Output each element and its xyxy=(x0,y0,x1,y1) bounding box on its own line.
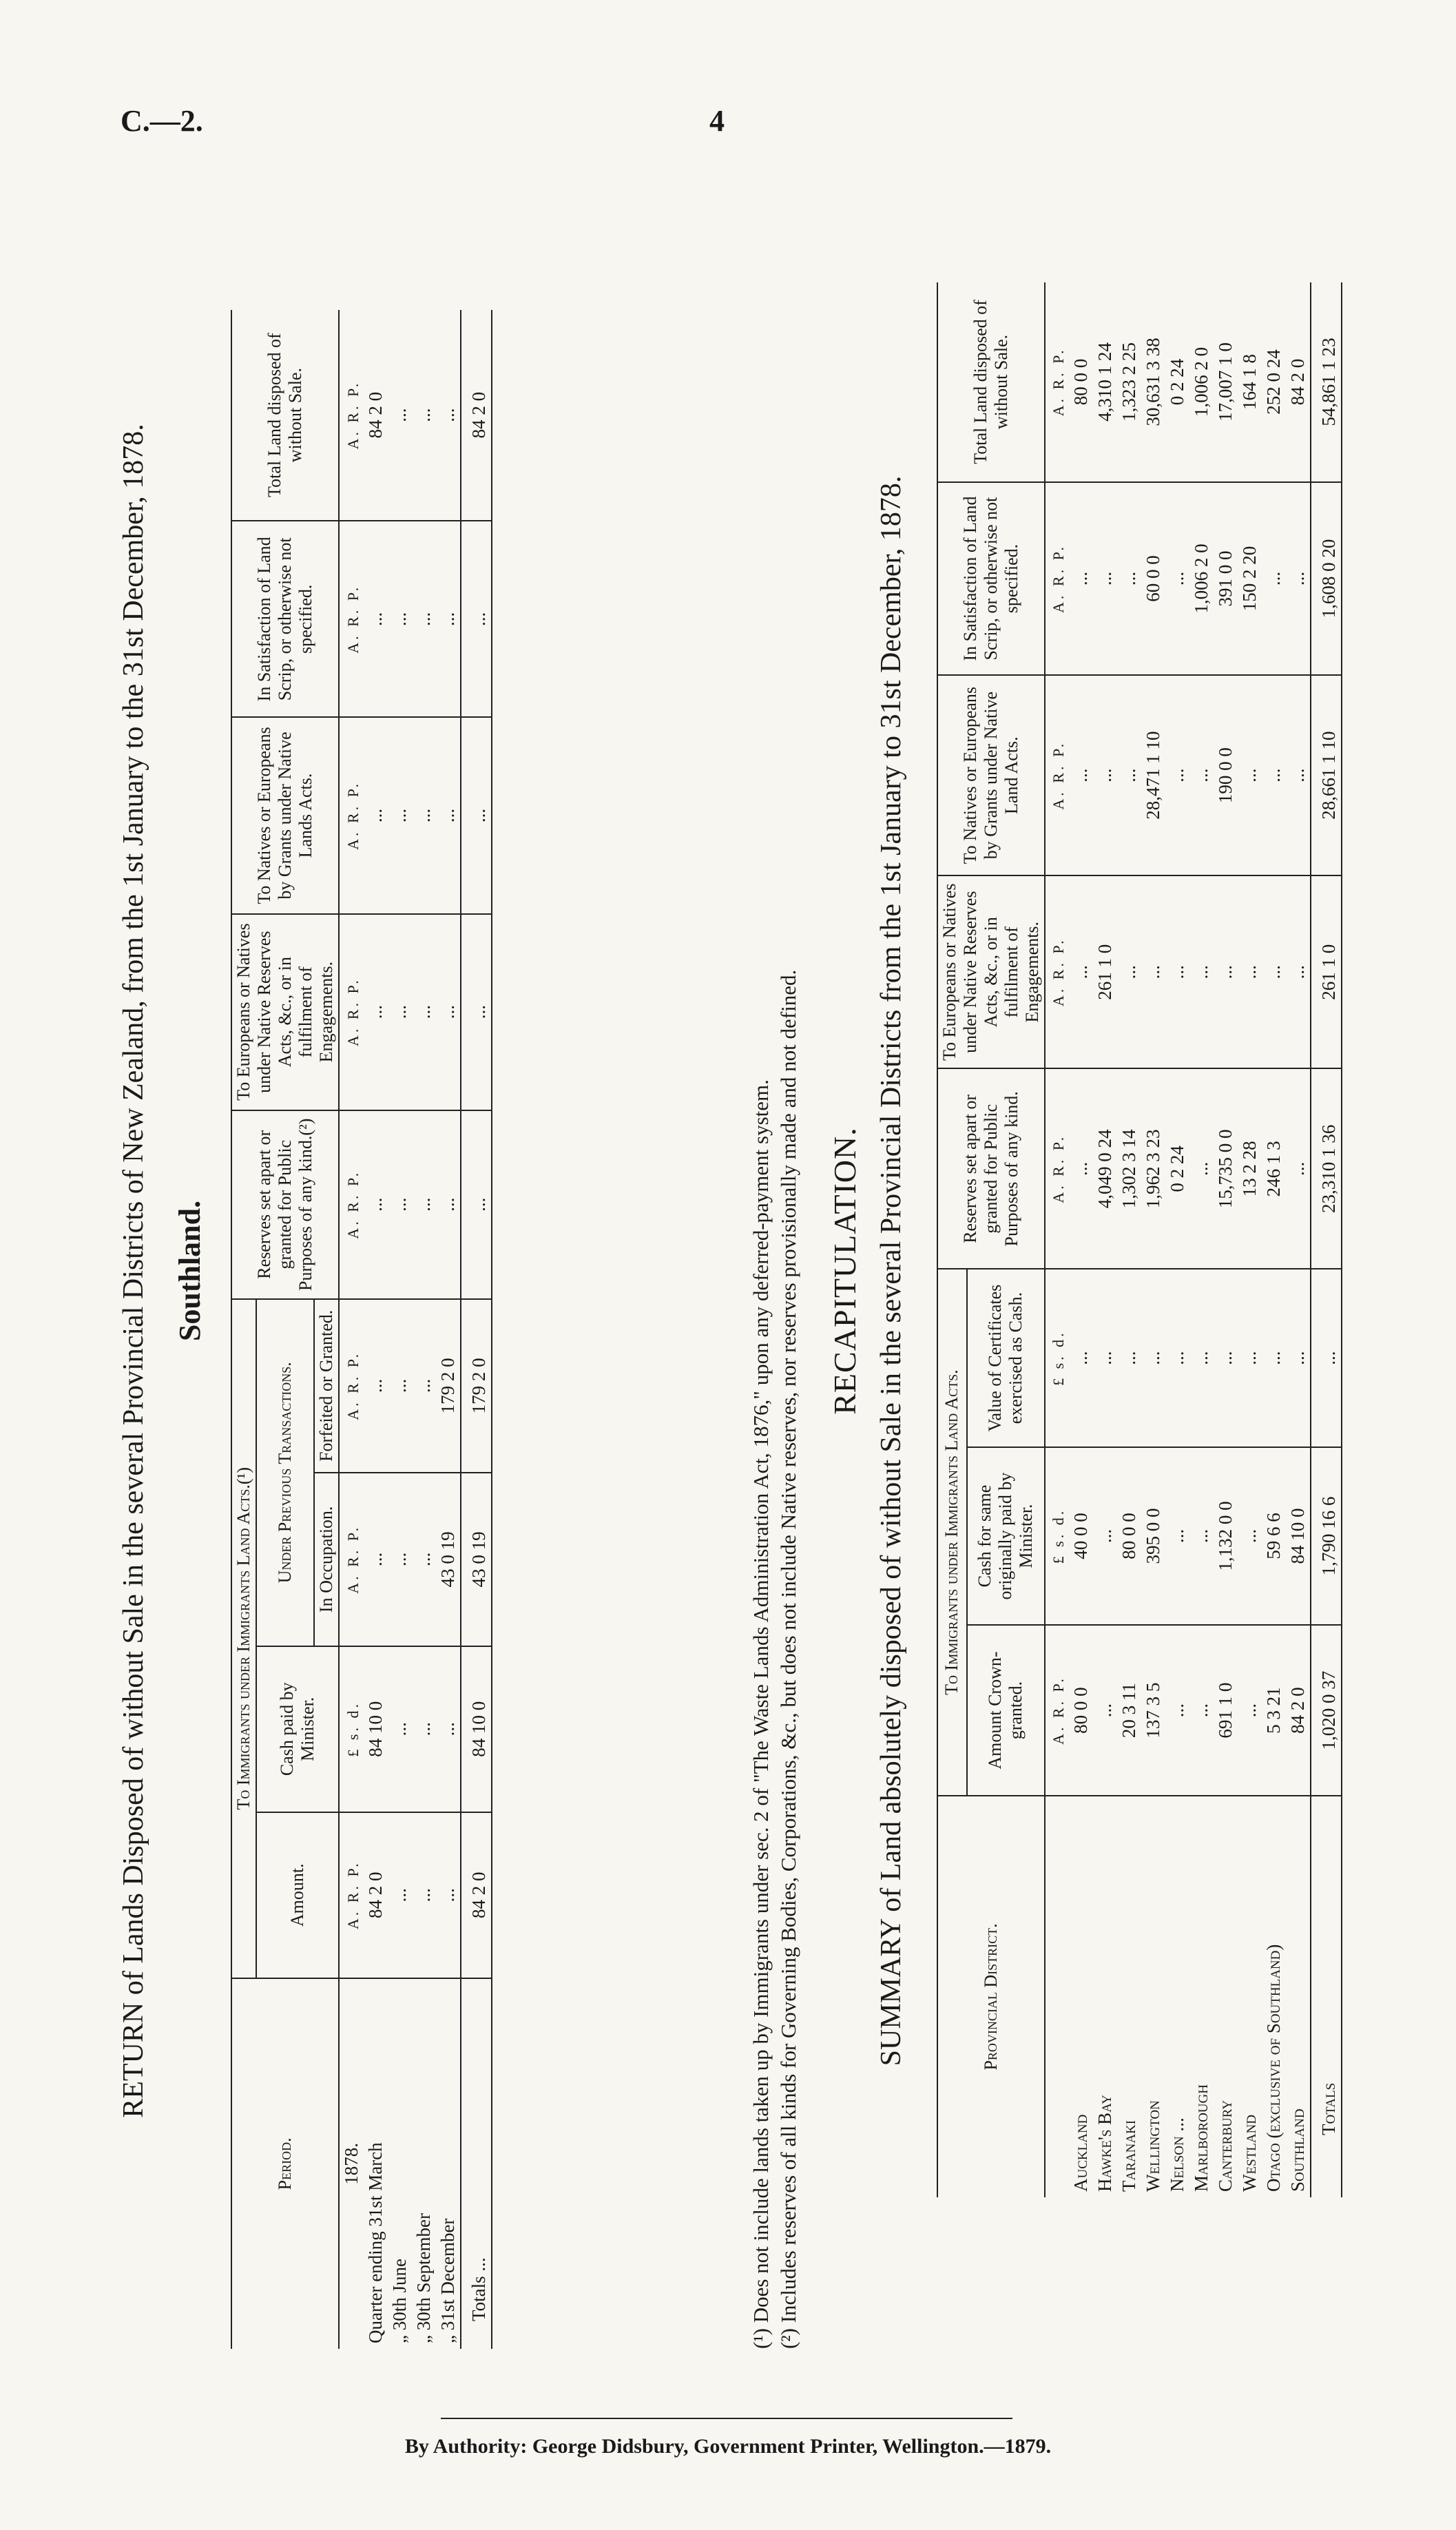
unit-lsd: £ s. d. xyxy=(1045,1269,1069,1447)
row-district: Nelson ... xyxy=(1165,1796,1189,2197)
cell-cash: 84 10 0 xyxy=(364,1646,388,1812)
cell-europeans: ... xyxy=(1141,875,1165,1068)
cell-europeans: ... xyxy=(1214,875,1238,1068)
total-reserves: ... xyxy=(461,1110,492,1299)
cell-forfeited: ... xyxy=(364,1299,388,1473)
cell-forfeited: ... xyxy=(388,1299,412,1473)
cell-europeans: ... xyxy=(412,914,436,1110)
return-table xyxy=(231,310,492,2349)
cell-cash: ... xyxy=(412,1646,436,1812)
table-row xyxy=(1093,282,1117,2197)
cell-certs: ... xyxy=(1117,1269,1141,1447)
total-certs: ... xyxy=(1311,1269,1342,1447)
total-amount: 1,020 0 37 xyxy=(1311,1625,1342,1796)
cell-cash: ... xyxy=(388,1646,412,1812)
unit-arp: A. R. P. xyxy=(1045,1068,1069,1269)
cell-reserves: 1,962 3 23 xyxy=(1141,1068,1165,1269)
cell-natives: ... xyxy=(412,717,436,913)
col-natives: To Natives or Europeans by Grants under Native Lands Acts. xyxy=(231,717,339,913)
cell-scrip: ... xyxy=(1069,482,1093,675)
col-reserves: Reserves set apart or granted for Public Purposes of any kind. xyxy=(937,1068,1045,1269)
printer-imprint: By Authority: George Didsbury, Government Printer, Wellington.—1879. xyxy=(404,2435,1052,2458)
cell-scrip: ... xyxy=(412,521,436,717)
cell-certs: ... xyxy=(1093,1269,1117,1447)
col-in-occupation: In Occupation. xyxy=(314,1473,339,1646)
cell-total: 17,007 1 0 xyxy=(1215,342,1236,422)
total-natives: ... xyxy=(461,717,492,913)
cell-amount: 691 1 0 xyxy=(1214,1625,1238,1796)
table-row xyxy=(1189,282,1214,2197)
cell-certs: ... xyxy=(1286,1269,1311,1447)
row-district: Southland xyxy=(1286,1796,1311,2197)
cell-natives: ... xyxy=(1286,675,1311,875)
summary-table xyxy=(937,282,1342,2197)
totals-row xyxy=(1311,282,1342,2197)
cell-scrip: 391 0 0 xyxy=(1214,482,1238,675)
cell-cash: 59 6 6 xyxy=(1262,1447,1286,1625)
table-row xyxy=(1117,282,1141,2197)
total-occupation: 43 0 19 xyxy=(461,1473,492,1646)
page-reference: C.—2. xyxy=(121,104,203,138)
footnote-2: (²) Includes reserves of all kinds for Governing Bodies, Corporations, &c., but does not include Native reserves, nor reserves provisionally made and not defined. xyxy=(776,969,800,2349)
cell-scrip: ... xyxy=(388,521,412,717)
cell-occupation: ... xyxy=(364,1473,388,1646)
cell-reserves: 246 1 3 xyxy=(1262,1068,1286,1269)
cell-reserves: ... xyxy=(436,1110,461,1299)
cell-natives: ... xyxy=(1117,675,1141,875)
row-period: „ 31st December xyxy=(436,1978,461,2349)
cell-europeans: 261 1 0 xyxy=(1093,875,1117,1068)
totals-row xyxy=(461,310,492,2349)
cell-amount: 20 3 11 xyxy=(1117,1625,1141,1796)
cell-scrip: 150 2 20 xyxy=(1238,482,1262,675)
row-period: „ 30th September xyxy=(412,1978,436,2349)
col-europeans: To Europeans or Natives under Native Reserves Acts, &c., or in fulfilment of Engagements. xyxy=(231,914,339,1110)
cell-europeans: ... xyxy=(1286,875,1311,1068)
cell-certs: ... xyxy=(1238,1269,1262,1447)
col-cash-paid: Cash paid by Minister. xyxy=(256,1646,339,1812)
cell-natives: ... xyxy=(1189,675,1214,875)
cell-certs: ... xyxy=(1141,1269,1165,1447)
year-label: 1878. xyxy=(339,1978,364,2349)
unit-arp: A. R. P. xyxy=(1045,1625,1069,1796)
cell-reserves: 15,735 0 0 xyxy=(1214,1068,1238,1269)
cell-amount: 5 3 21 xyxy=(1262,1625,1286,1796)
cell-cash: 40 0 0 xyxy=(1069,1447,1093,1625)
cell-amount: ... xyxy=(1238,1625,1262,1796)
cell-occupation: ... xyxy=(388,1473,412,1646)
cell-cash: 395 0 0 xyxy=(1141,1447,1165,1625)
table-row xyxy=(1141,282,1165,2197)
col-natives: To Natives or Europeans by Grants under Native Land Acts. xyxy=(937,675,1045,875)
cell-reserves: ... xyxy=(1189,1068,1214,1269)
footnotes xyxy=(747,970,802,2349)
cell-certs: ... xyxy=(1214,1269,1238,1447)
cell-europeans: ... xyxy=(1069,875,1093,1068)
cell-amount: ... xyxy=(388,1812,412,1978)
row-district: Canterbury xyxy=(1214,1796,1238,2197)
page-number: 4 xyxy=(709,104,725,138)
cell-total: 84 2 0 xyxy=(365,391,386,439)
cell-reserves: ... xyxy=(388,1110,412,1299)
cell-reserves: ... xyxy=(364,1110,388,1299)
unit-arp: A. R. P. xyxy=(339,1299,364,1473)
unit-lsd: £ s. d. xyxy=(1045,1447,1069,1625)
row-district: Wellington xyxy=(1141,1796,1165,2197)
total-total: 84 2 0 xyxy=(461,310,492,521)
cell-europeans: ... xyxy=(1117,875,1141,1068)
cell-scrip: ... xyxy=(1093,482,1117,675)
cell-reserves: 13 2 28 xyxy=(1238,1068,1262,1269)
col-cash: Cash for same originally paid by Minister. xyxy=(967,1447,1045,1625)
cell-amount: ... xyxy=(1165,1625,1189,1796)
table-row xyxy=(1069,282,1093,2197)
row-district: Marlborough xyxy=(1189,1796,1214,2197)
total-scrip: ... xyxy=(461,521,492,717)
cell-amount: ... xyxy=(436,1812,461,1978)
col-amount: Amount Crown-granted. xyxy=(967,1625,1045,1796)
total-europeans: ... xyxy=(461,914,492,1110)
unit-arp: A. R. P. xyxy=(339,914,364,1110)
col-total: Total Land disposed of without Sale. xyxy=(264,333,305,497)
total-amount: 84 2 0 xyxy=(461,1812,492,1978)
unit-lsd: £ s. d. xyxy=(339,1646,364,1812)
row-district: Taranaki xyxy=(1117,1796,1141,2197)
cell-scrip: ... xyxy=(1262,482,1286,675)
col-previous: Under Previous Transactions. xyxy=(256,1299,314,1646)
unit-arp: A. R. P. xyxy=(1045,875,1069,1068)
footnote-1: (¹) Does not include lands taken up by Immigrants under sec. 2 of "The Waste Lands Administration Act, 1876," upon any deferred-payment system. xyxy=(749,1079,773,2349)
unit-arp: A. R. P. xyxy=(1045,675,1069,875)
table-row xyxy=(1286,282,1311,2197)
cell-occupation: 43 0 19 xyxy=(436,1473,461,1646)
district-heading: Southland. xyxy=(173,1200,207,1342)
row-district: Auckland xyxy=(1069,1796,1093,2197)
cell-reserves: ... xyxy=(412,1110,436,1299)
cell-reserves: ... xyxy=(1286,1068,1311,1269)
row-district: Otago (exclusive of Southland) xyxy=(1262,1796,1286,2197)
cell-total: 0 2 24 xyxy=(1167,358,1187,406)
cell-amount: ... xyxy=(1189,1625,1214,1796)
cell-total: 30,631 3 38 xyxy=(1143,338,1163,426)
totals-label: Totals xyxy=(1311,1796,1342,2197)
cell-cash: ... xyxy=(1189,1447,1214,1625)
rotated-content xyxy=(103,152,1339,2390)
row-district: Hawke's Bay xyxy=(1093,1796,1117,2197)
total-cash: 1,790 16 6 xyxy=(1311,1447,1342,1625)
cell-natives: ... xyxy=(1069,675,1093,875)
col-immigrants: To Immigrants under Immigrants Land Acts. xyxy=(937,1269,967,1796)
total-europeans: 261 1 0 xyxy=(1311,875,1342,1068)
cell-certs: ... xyxy=(1165,1269,1189,1447)
cell-europeans: ... xyxy=(1238,875,1262,1068)
cell-europeans: ... xyxy=(436,914,461,1110)
cell-scrip: ... xyxy=(436,521,461,717)
cell-natives: ... xyxy=(388,717,412,913)
total-natives: 28,661 1 10 xyxy=(1311,675,1342,875)
cell-scrip: 1,006 2 0 xyxy=(1189,482,1214,675)
unit-arp: A. R. P. xyxy=(1050,347,1067,417)
col-scrip: In Satisfaction of Land Scrip, or otherwise not specified. xyxy=(231,521,339,717)
row-period: „ 30th June xyxy=(388,1978,412,2349)
cell-europeans: ... xyxy=(1165,875,1189,1068)
summary-title: SUMMARY of Land absolutely disposed of without Sale in the several Provincial Districts from the 1st January to 31st December, 1878. xyxy=(875,475,907,2066)
cell-amount: ... xyxy=(412,1812,436,1978)
table-row xyxy=(1214,282,1238,2197)
cell-amount: 84 2 0 xyxy=(364,1812,388,1978)
cell-europeans: ... xyxy=(1189,875,1214,1068)
cell-reserves: 1,302 3 14 xyxy=(1117,1068,1141,1269)
table-row xyxy=(388,310,412,2349)
cell-scrip: 60 0 0 xyxy=(1141,482,1165,675)
total-total: 54,861 1 23 xyxy=(1311,282,1342,482)
cell-scrip: ... xyxy=(1165,482,1189,675)
cell-cash: 84 10 0 xyxy=(1286,1447,1311,1625)
table-row xyxy=(364,310,388,2349)
table-row xyxy=(436,310,461,2349)
table-row xyxy=(1165,282,1189,2197)
unit-arp: A. R. P. xyxy=(339,521,364,717)
cell-reserves: ... xyxy=(1069,1068,1093,1269)
col-forfeited: Forfeited or Granted. xyxy=(314,1299,339,1473)
cell-certs: ... xyxy=(1189,1269,1214,1447)
unit-arp: A. R. P. xyxy=(339,1110,364,1299)
cell-total: ... xyxy=(437,408,458,422)
col-period: Period. xyxy=(231,1978,339,2349)
col-reserves: Reserves set apart or granted for Public Purposes of any kind.(²) xyxy=(231,1110,339,1299)
col-total: Total Land disposed of without Sale. xyxy=(970,300,1011,464)
row-period: Quarter ending 31st March xyxy=(364,1978,388,2349)
cell-total: 252 0 24 xyxy=(1263,349,1284,415)
cell-natives: ... xyxy=(1262,675,1286,875)
col-immigrants: To Immigrants under Immigrants Land Acts.(¹) xyxy=(231,1299,256,1978)
col-district: Provincial District. xyxy=(937,1796,1045,2197)
cell-natives: ... xyxy=(1093,675,1117,875)
cell-natives: ... xyxy=(364,717,388,913)
return-title: RETURN of Lands Disposed of without Sale in the several Provincial Districts of New Zealand, from the 1st January to the 31st December, 1878. xyxy=(118,424,149,2118)
cell-amount: 80 0 0 xyxy=(1069,1625,1093,1796)
cell-cash: 80 0 0 xyxy=(1117,1447,1141,1625)
cell-cash: ... xyxy=(436,1646,461,1812)
cell-natives: ... xyxy=(436,717,461,913)
total-cash: 84 10 0 xyxy=(461,1646,492,1812)
cell-europeans: ... xyxy=(364,914,388,1110)
cell-cash: ... xyxy=(1093,1447,1117,1625)
cell-europeans: ... xyxy=(1262,875,1286,1068)
unit-arp: A. R. P. xyxy=(339,717,364,913)
cell-natives: 28,471 1 10 xyxy=(1141,675,1165,875)
cell-natives: 190 0 0 xyxy=(1214,675,1238,875)
total-reserves: 23,310 1 36 xyxy=(1311,1068,1342,1269)
cell-amount: 137 3 5 xyxy=(1141,1625,1165,1796)
total-forfeited: 179 2 0 xyxy=(461,1299,492,1473)
col-certificates: Value of Certificates exercised as Cash. xyxy=(967,1269,1045,1447)
recapitulation-heading: RECAPITULATION. xyxy=(827,1127,862,1415)
col-scrip: In Satisfaction of Land Scrip, or otherwise not specified. xyxy=(937,482,1045,675)
col-europeans: To Europeans or Natives under Native Reserves Acts, &c., or in fulfilment of Engagements. xyxy=(937,875,1045,1068)
cell-cash: ... xyxy=(1238,1447,1262,1625)
cell-scrip: ... xyxy=(1117,482,1141,675)
cell-total: 4,310 1 24 xyxy=(1094,342,1115,422)
cell-total: 84 2 0 xyxy=(1287,358,1308,406)
totals-label: Totals ... xyxy=(461,1978,492,2349)
cell-cash: 1,132 0 0 xyxy=(1214,1447,1238,1625)
table-row xyxy=(412,310,436,2349)
unit-arp: A. R. P. xyxy=(344,380,362,450)
table-row xyxy=(1262,282,1286,2197)
cell-scrip: ... xyxy=(364,521,388,717)
unit-arp: A. R. P. xyxy=(339,1473,364,1646)
cell-certs: ... xyxy=(1069,1269,1093,1447)
footer-rule xyxy=(441,2418,1012,2419)
cell-total: 1,006 2 0 xyxy=(1191,346,1211,417)
col-amount: Amount. xyxy=(256,1812,339,1978)
cell-cash: ... xyxy=(1165,1447,1189,1625)
unit-arp: A. R. P. xyxy=(1045,482,1069,675)
table-row xyxy=(1238,282,1262,2197)
cell-occupation: ... xyxy=(412,1473,436,1646)
cell-reserves: 0 2 24 xyxy=(1165,1068,1189,1269)
cell-forfeited: 179 2 0 xyxy=(436,1299,461,1473)
cell-total: 1,323 2 25 xyxy=(1119,342,1139,422)
row-district: Westland xyxy=(1238,1796,1262,2197)
cell-total: ... xyxy=(389,408,410,422)
cell-total: 80 0 0 xyxy=(1070,358,1091,406)
cell-total: ... xyxy=(413,408,434,422)
total-scrip: 1,608 0 20 xyxy=(1311,482,1342,675)
cell-amount: ... xyxy=(1093,1625,1117,1796)
cell-amount: 84 2 0 xyxy=(1286,1625,1311,1796)
cell-europeans: ... xyxy=(388,914,412,1110)
cell-natives: ... xyxy=(1165,675,1189,875)
cell-natives: ... xyxy=(1238,675,1262,875)
unit-arp: A. R. P. xyxy=(339,1812,364,1978)
cell-certs: ... xyxy=(1262,1269,1286,1447)
cell-scrip: ... xyxy=(1286,482,1311,675)
cell-forfeited: ... xyxy=(412,1299,436,1473)
cell-reserves: 4,049 0 24 xyxy=(1093,1068,1117,1269)
cell-total: 164 1 8 xyxy=(1239,353,1260,410)
